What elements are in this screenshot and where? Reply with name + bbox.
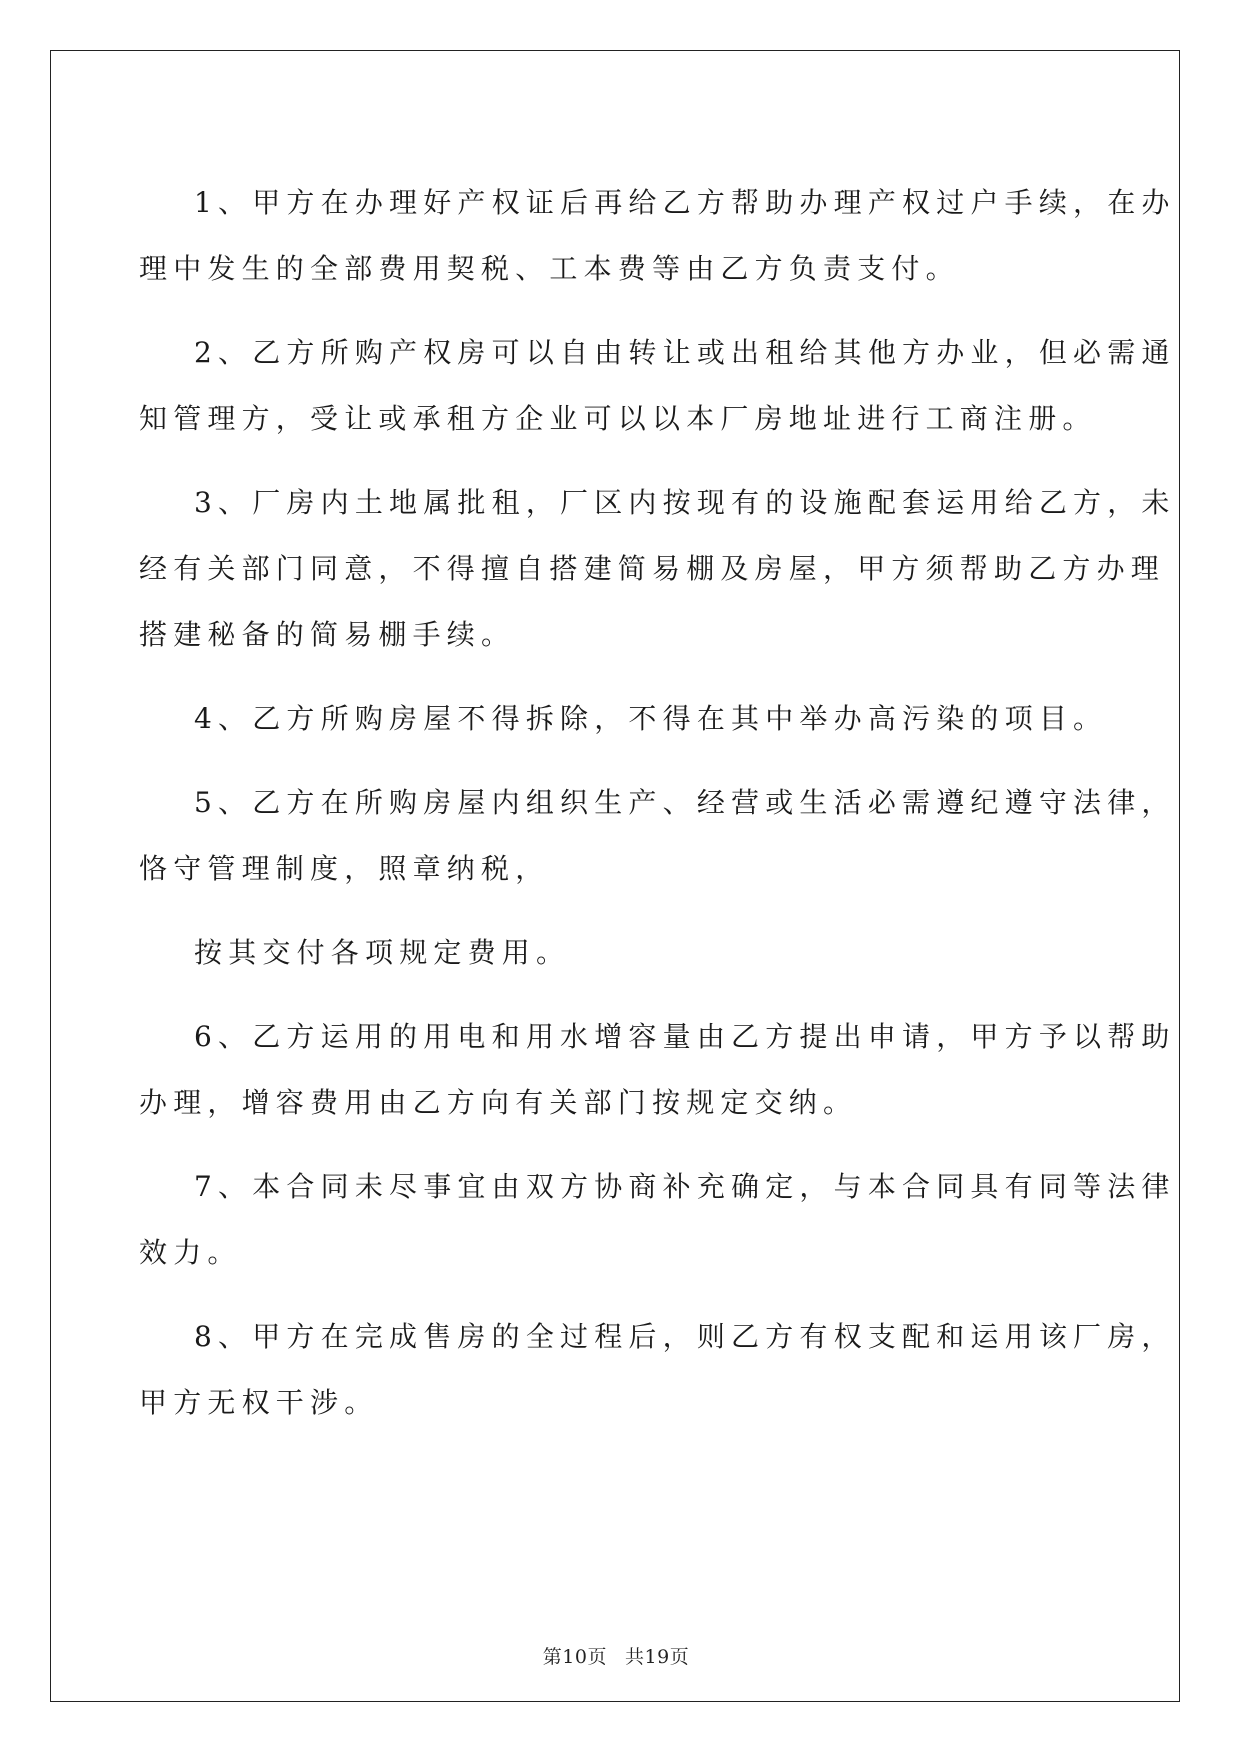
paragraph-6-line-1: 按其交付各项规定费用。: [194, 936, 571, 969]
paragraph-9-line-2: 甲方无权干涉。: [139, 1386, 379, 1419]
total-prefix: 共: [625, 1646, 645, 1668]
current-page-number: 10: [562, 1646, 588, 1668]
total-page-count: 19: [644, 1646, 670, 1668]
page-suffix: 页: [587, 1646, 607, 1668]
page-prefix: 第: [542, 1646, 563, 1668]
paragraph-5-line-2: 恪守管理制度，照章纳税，: [139, 852, 550, 885]
page-footer: [51, 1645, 1181, 1669]
paragraph-2-line-2: 知管理方，受让或承租方企业可以以本厂房地址进行工商注册。: [139, 402, 1097, 435]
paragraph-3-line-2: 经有关部门同意，不得擅自搭建简易棚及房屋，甲方须帮助乙方办理: [139, 552, 1166, 585]
paragraph-9-line-1: 8、甲方在完成售房的全过程后，则乙方有权支配和运用该厂房，: [194, 1320, 1176, 1353]
paragraph-1-line-2: 理中发生的全部费用契税、工本费等由乙方负责支付。: [139, 252, 960, 285]
paragraph-7-line-2: 办理，增容费用由乙方向有关部门按规定交纳。: [139, 1086, 858, 1119]
paragraph-7-line-1: 6、乙方运用的用电和用水增容量由乙方提出申请，甲方予以帮助: [194, 1020, 1176, 1053]
paragraph-8-line-2: 效力。: [139, 1236, 242, 1269]
total-suffix: 页: [669, 1646, 690, 1668]
paragraph-3-line-3: 搭建秘备的简易棚手续。: [139, 618, 516, 651]
paragraph-8-line-1: 7、本合同未尽事宜由双方协商补充确定，与本合同具有同等法律: [194, 1170, 1176, 1203]
paragraph-2-line-1: 2、乙方所购产权房可以自由转让或出租给其他方办业，但必需通: [194, 336, 1176, 369]
paragraph-4-line-1: 4、乙方所购房屋不得拆除，不得在其中举办高污染的项目。: [194, 702, 1108, 735]
paragraph-5-line-1: 5、乙方在所购房屋内组织生产、经营或生活必需遵纪遵守法律，: [194, 786, 1176, 819]
page-frame: [50, 50, 1180, 1702]
paragraph-1-line-1: 1、甲方在办理好产权证后再给乙方帮助办理产权过户手续，在办: [194, 186, 1176, 219]
paragraph-3-line-1: 3、厂房内土地属批租，厂区内按现有的设施配套运用给乙方，未: [194, 486, 1176, 519]
